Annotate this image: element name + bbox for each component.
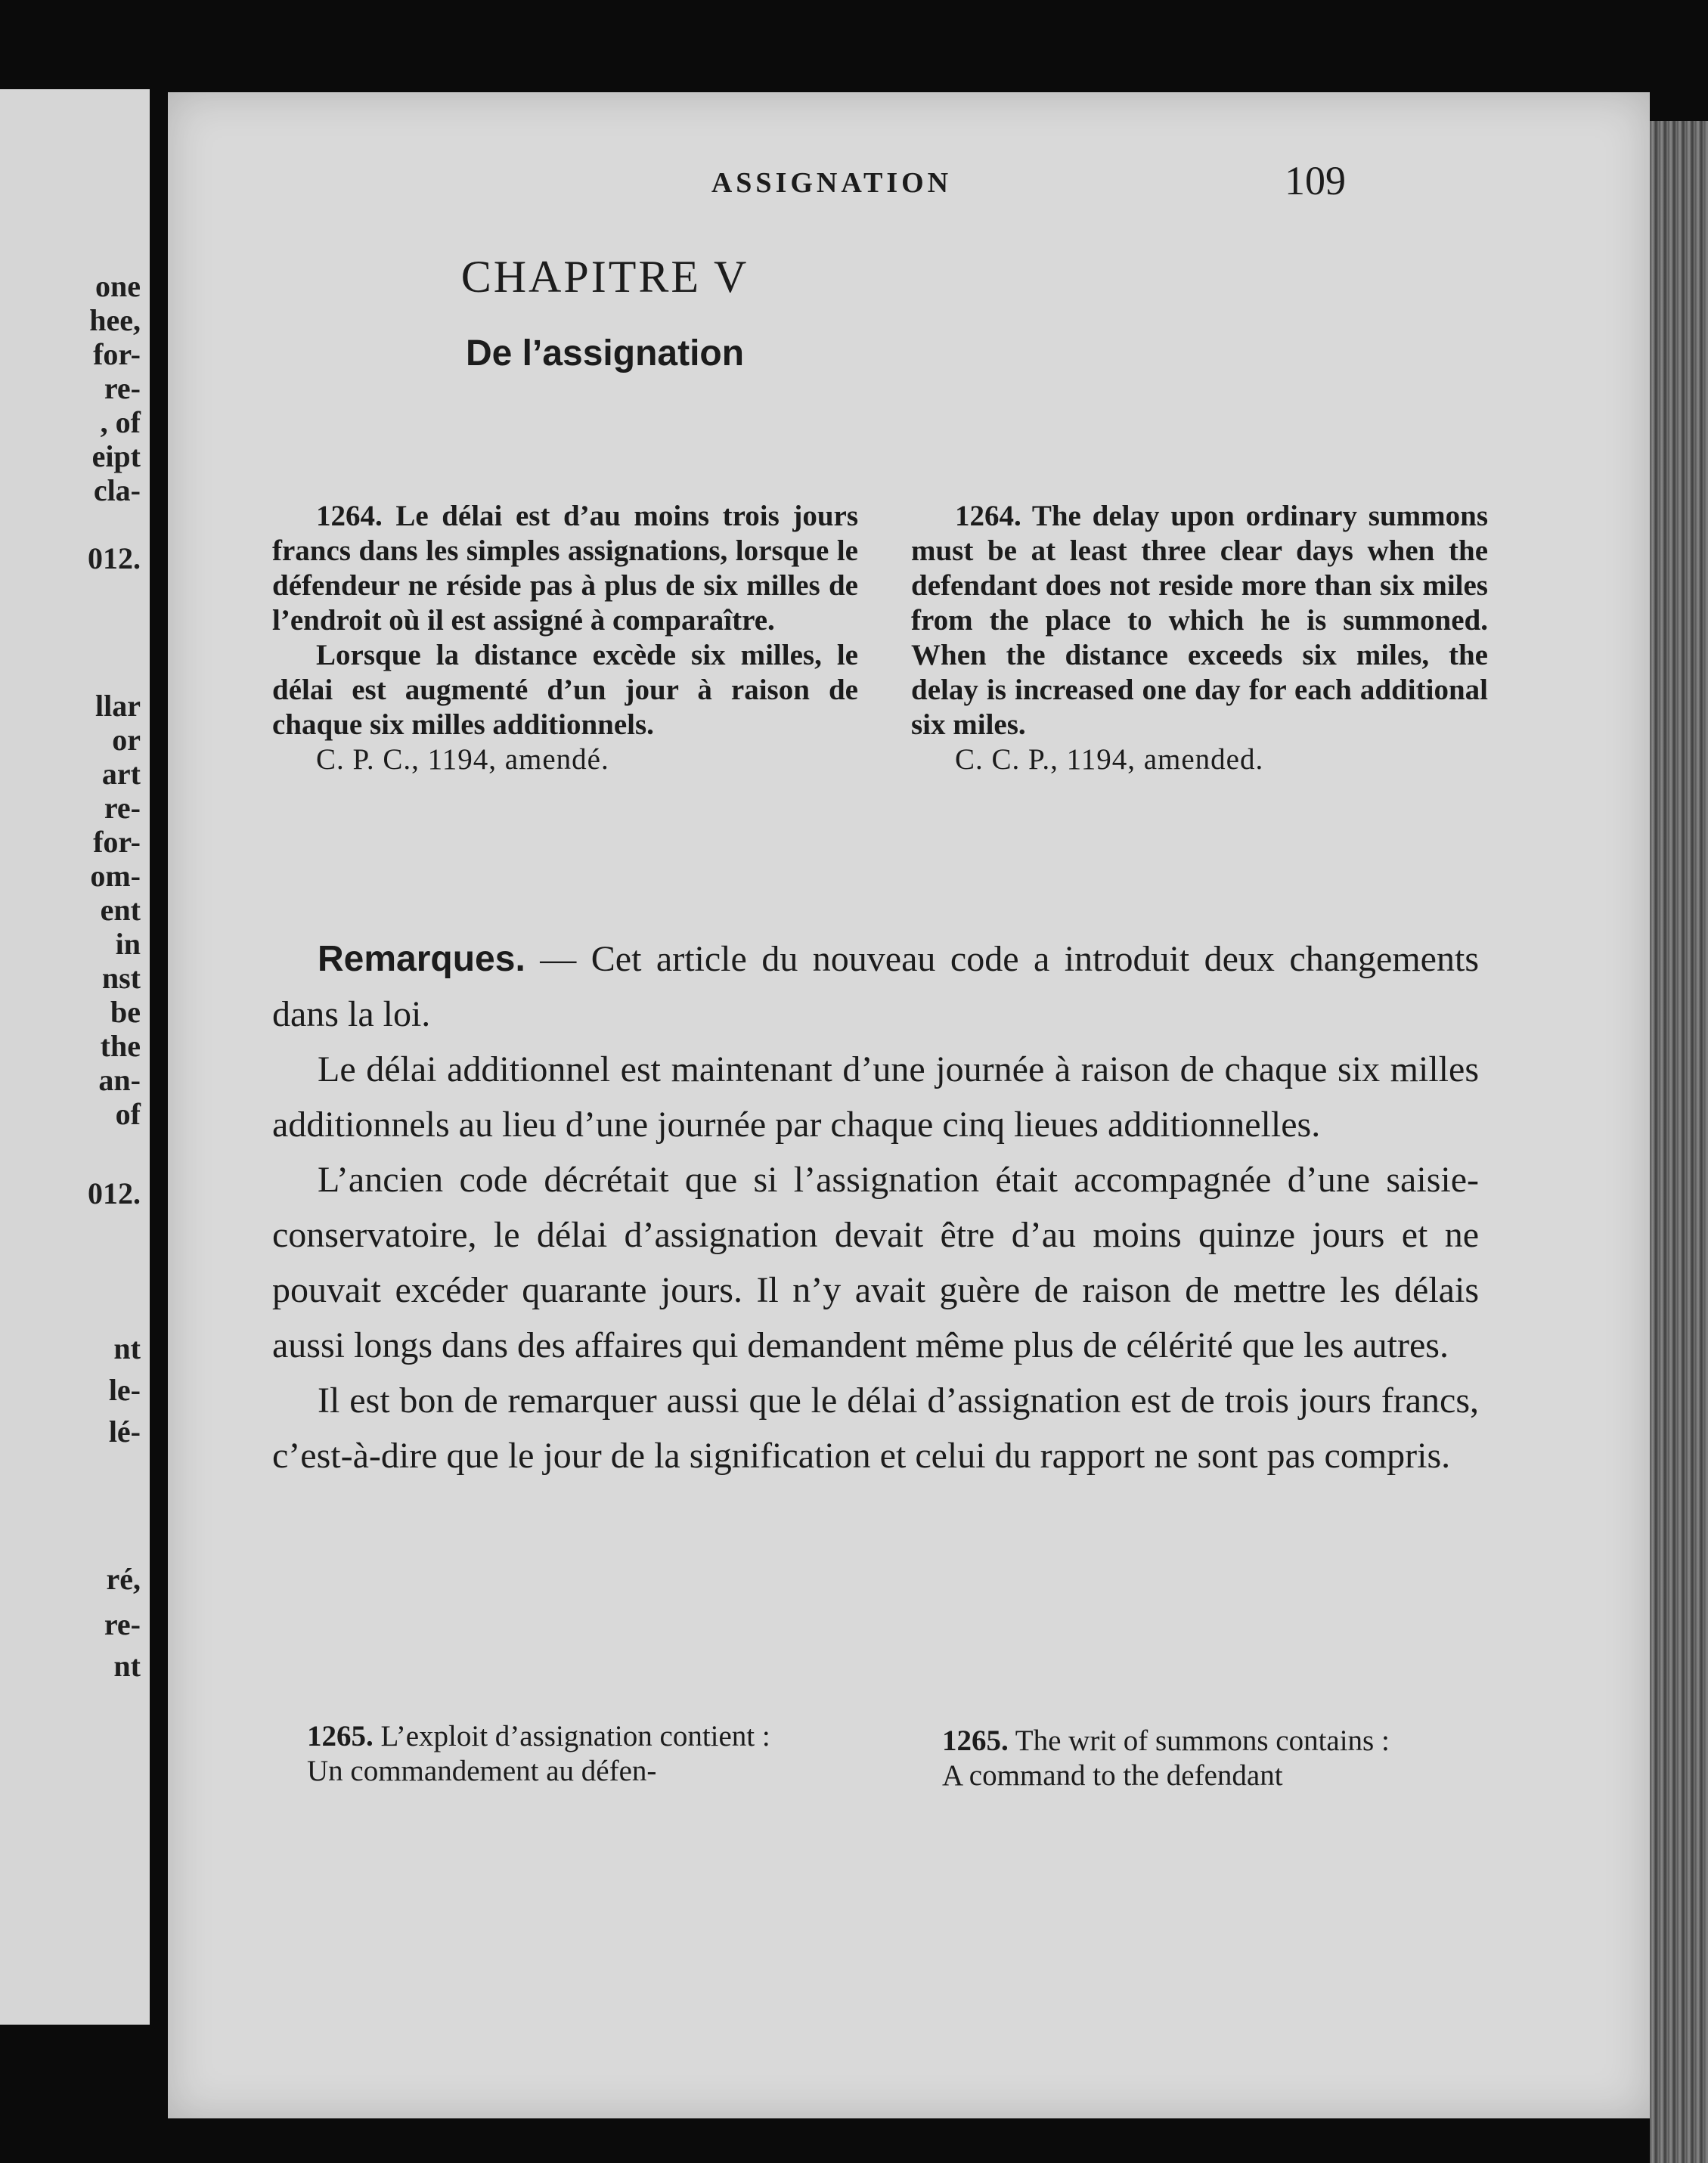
remarks-label: Remarques. — [318, 939, 525, 979]
remarks-intro-text: — Cet article du nouveau code a introduit deux changements dans la loi. — [272, 939, 1479, 1034]
previous-page-fragment: om- — [90, 859, 141, 893]
article-1264-english-para-1 — [911, 499, 1488, 742]
article-1265-french-para-2: Un commandement au défen- — [307, 1755, 657, 1787]
book-spine-edge — [1650, 121, 1708, 2163]
previous-page-fragment: ent — [100, 893, 141, 927]
page-number: 109 — [1285, 158, 1346, 203]
previous-page-fragment: the — [100, 1029, 141, 1063]
previous-page-fragment: art — [101, 757, 141, 791]
article-1265-english-para-2: A command to the defendant — [942, 1759, 1283, 1792]
article-1265-french — [263, 1719, 849, 1789]
article-1264-french-para-1 — [272, 499, 858, 638]
previous-page-fragment: nt — [113, 1649, 141, 1683]
previous-page-fragment: be — [110, 995, 141, 1029]
article-1264-french-para-2: Lorsque la distance excède six milles, le délai est augmenté d’un jour à raison de chaque six milles additionnels. — [272, 639, 858, 741]
article-text: The delay upon ordinary summons must be at least three clear days when the defendant does not reside more than six miles from the place to which he is summoned. When the distance exceeds six miles, the delay is increased one day for each additional six miles. — [911, 500, 1488, 741]
section-title: De l’assignation — [465, 333, 745, 373]
article-number: 1265. — [307, 1720, 374, 1752]
previous-page-fragment: le- — [108, 1373, 141, 1407]
remarks-intro — [272, 931, 1479, 1042]
article-text: L’exploit d’assignation contient : — [373, 1720, 770, 1752]
article-1265-french-para-1 — [263, 1719, 849, 1754]
previous-page-fragment: an- — [98, 1063, 141, 1097]
chapter-title: CHAPITRE V — [460, 252, 749, 302]
article-1264-english — [911, 499, 1488, 777]
article-1265-english — [898, 1724, 1475, 1793]
previous-page-fragment: nst — [101, 961, 141, 995]
previous-page-fragment: for- — [93, 825, 141, 859]
previous-page-fragment: , of — [100, 405, 141, 439]
remarks-section — [272, 931, 1479, 1483]
previous-page-fragment: llar — [95, 689, 141, 723]
article-reference: C. C. P., 1194, amended. — [955, 743, 1264, 776]
previous-page-fragment: lé- — [108, 1415, 141, 1449]
previous-page-fragment: one — [95, 269, 141, 303]
previous-page-fragment: ré, — [106, 1562, 141, 1596]
article-number: 1264. — [955, 500, 1021, 532]
remarks-paragraph: Le délai additionnel est maintenant d’une journée à raison de chaque six milles additionnels au lieu d’une journée par chaque cinq lieues additionnelles. — [272, 1049, 1479, 1145]
running-title: ASSIGNATION — [711, 167, 953, 199]
article-text: Le délai est d’au moins trois jours francs dans les simples assignations, lorsque le défendeur ne réside pas à plus de six milles de l’endroit où il est assigné à comparaître. — [272, 500, 859, 637]
previous-page-fragment: for- — [93, 337, 141, 371]
article-1264-french — [272, 499, 858, 777]
previous-page-fragment: in — [115, 927, 141, 961]
article-number: 1265. — [942, 1725, 1009, 1757]
previous-page-fragment: cla- — [93, 473, 141, 507]
previous-page-edge — [0, 89, 150, 2025]
previous-page-fragment: re- — [104, 1607, 141, 1641]
previous-page-fragment: nt — [113, 1331, 141, 1365]
previous-page-fragment: of — [115, 1097, 141, 1131]
previous-page-fragment: eipt — [91, 439, 141, 473]
article-1265-english-para-1 — [898, 1724, 1475, 1759]
article-text: The writ of summons contains : — [1008, 1725, 1390, 1757]
previous-page-fragment: re- — [104, 371, 141, 405]
remarks-paragraph: Il est bon de remarquer aussi que le délai d’assignation est de trois jours francs, c’est-à-dire que le jour de la signification et celui du rapport ne sont pas compris. — [272, 1381, 1479, 1476]
previous-page-fragment: re- — [104, 791, 141, 825]
article-reference: C. P. C., 1194, amendé. — [316, 743, 609, 776]
article-number: 1264. — [316, 500, 383, 532]
previous-page-fragment: 012. — [88, 541, 141, 575]
previous-page-fragment: hee, — [89, 303, 141, 337]
previous-page-fragment: or — [112, 723, 141, 757]
previous-page-fragment: 012. — [88, 1176, 141, 1210]
remarks-paragraph: L’ancien code décrétait que si l’assignation était accompagnée d’une saisie-conservatoire, le délai d’assignation devait être d’au moins quinze jours et ne pouvait excéder quarante jours. Il n’y avait guère de raison de mettre les délais aussi longs dans des affaires qui demandent même plus de célérité que les autres. — [272, 1160, 1479, 1365]
